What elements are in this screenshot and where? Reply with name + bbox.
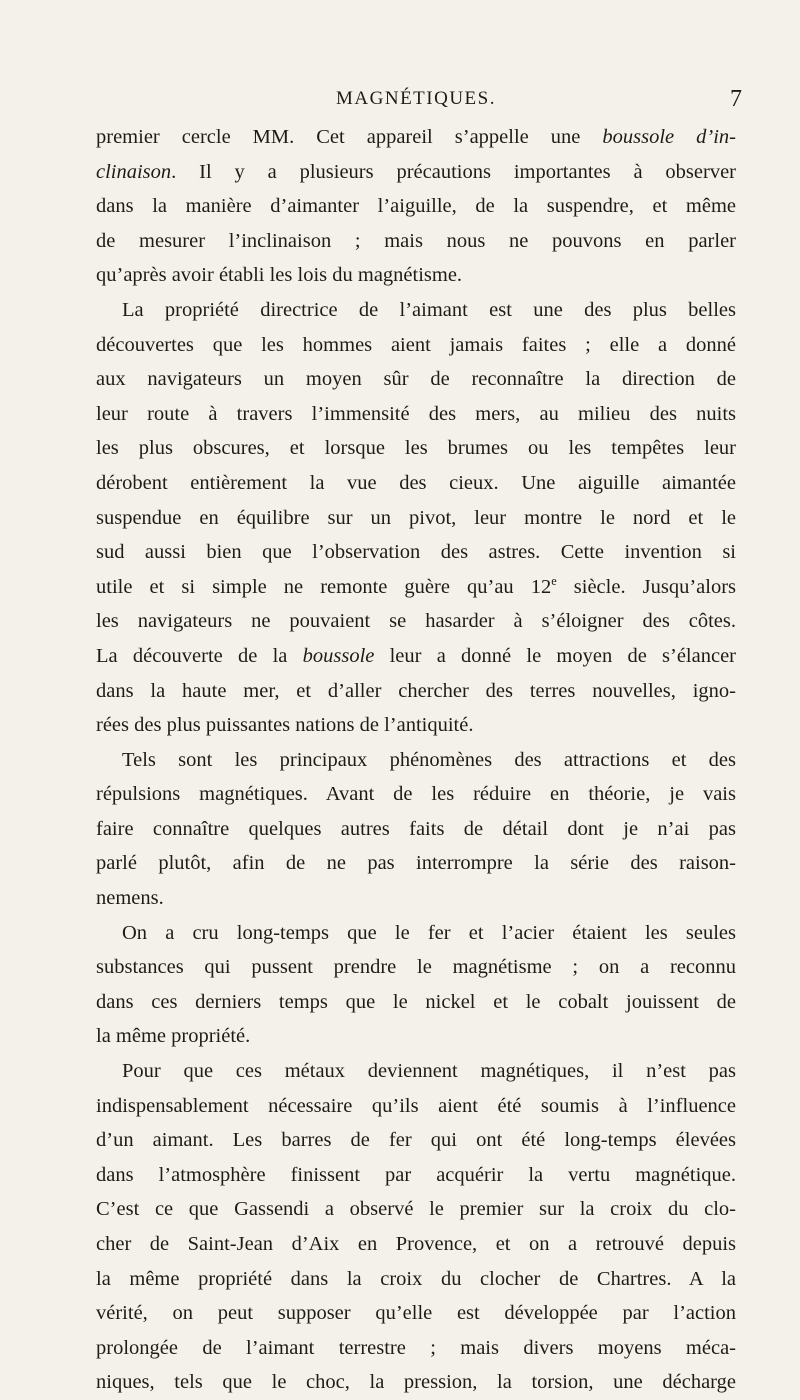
page-number: 7 xyxy=(730,86,742,112)
text-line: premier cercle MM. Cet appareil s’appelle une boussole d’in- xyxy=(96,126,736,148)
text-line: rées des plus puissantes nations de l’antiquité. xyxy=(96,714,474,737)
text-line: suspendue en équilibre sur un pivot, leur montre le nord et le xyxy=(96,506,736,529)
text-line: faire connaître quelques autres faits de détail dont je n’ai pas xyxy=(96,817,736,840)
text-line: découvertes que les hommes aient jamais faites ; elle a donné xyxy=(96,333,736,356)
text-line: dérobent entièrement la vue des cieux. Une aiguille aimantée xyxy=(96,471,736,494)
text-line: aux navigateurs un moyen sûr de reconnaître la direction de xyxy=(96,368,736,391)
text-line: utile et si simple ne remonte guère qu’au 12e siècle. Jusqu’alors xyxy=(96,573,736,598)
text-line: répulsions magnétiques. Avant de les réduire en théorie, je vais xyxy=(96,783,736,806)
text-line: C’est ce que Gassendi a observé le premier sur la croix du clo- xyxy=(96,1198,736,1221)
text-line: dans la haute mer, et d’aller chercher des terres nouvelles, igno- xyxy=(96,679,736,702)
text-line: La découverte de la boussole leur a donné le moyen de s’élancer xyxy=(96,644,736,667)
text-line: la même propriété dans la croix du clocher de Chartres. A la xyxy=(96,1267,736,1290)
text-line: les navigateurs ne pouvaient se hasarder à s’éloigner des côtes. xyxy=(96,610,736,633)
text-line: les plus obscures, et lorsque les brumes ou les tempêtes leur xyxy=(96,437,736,460)
text-line: indispensablement nécessaire qu’ils aient été soumis à l’influence xyxy=(96,1094,736,1117)
text-line: qu’après avoir établi les lois du magnétisme. xyxy=(96,264,463,287)
text-line: niques, tels que le choc, la pression, la torsion, une décharge xyxy=(96,1371,736,1394)
text-line: Pour que ces métaux deviennent magnétiques, il n’est pas xyxy=(122,1060,736,1083)
text-line: Tels sont les principaux phénomènes des attractions et des xyxy=(122,748,736,771)
text-line: leur route à travers l’immensité des mers, au milieu des nuits xyxy=(96,402,736,425)
text-line: parlé plutôt, afin de ne pas interrompre la série des raison- xyxy=(96,852,736,875)
page-header xyxy=(96,86,742,118)
text-line: dans l’atmosphère finissent par acquérir la vertu magnétique. xyxy=(96,1163,736,1186)
text-line: La propriété directrice de l’aimant est une des plus belles xyxy=(122,298,736,321)
text-line: dans la manière d’aimanter l’aiguille, de la suspendre, et même xyxy=(96,195,736,218)
running-head: MAGNÉTIQUES. xyxy=(336,88,496,109)
text-line: sud aussi bien que l’observation des astres. Cette invention si xyxy=(96,541,736,564)
text-line: la même propriété. xyxy=(96,1025,251,1048)
text-line: nemens. xyxy=(96,887,164,910)
text-line: On a cru long-temps que le fer et l’acier étaient les seules xyxy=(122,921,736,944)
text-line: cher de Saint-Jean d’Aix en Provence, et on a retrouvé depuis xyxy=(96,1233,736,1255)
text-line: vérité, on peut supposer qu’elle est développée par l’action xyxy=(96,1302,736,1325)
text-line: de mesurer l’inclinaison ; mais nous ne pouvons en parler xyxy=(96,229,736,252)
text-line: d’un aimant. Les barres de fer qui ont été long-temps élevées xyxy=(96,1129,736,1152)
text-line: dans ces derniers temps que le nickel et le cobalt jouissent de xyxy=(96,990,736,1013)
text-line: prolongée de l’aimant terrestre ; mais divers moyens méca- xyxy=(96,1336,736,1359)
text-line: substances qui pussent prendre le magnétisme ; on a reconnu xyxy=(96,956,736,979)
text-line: clinaison. Il y a plusieurs précautions importantes à observer xyxy=(96,160,736,183)
body-text xyxy=(96,120,736,1400)
